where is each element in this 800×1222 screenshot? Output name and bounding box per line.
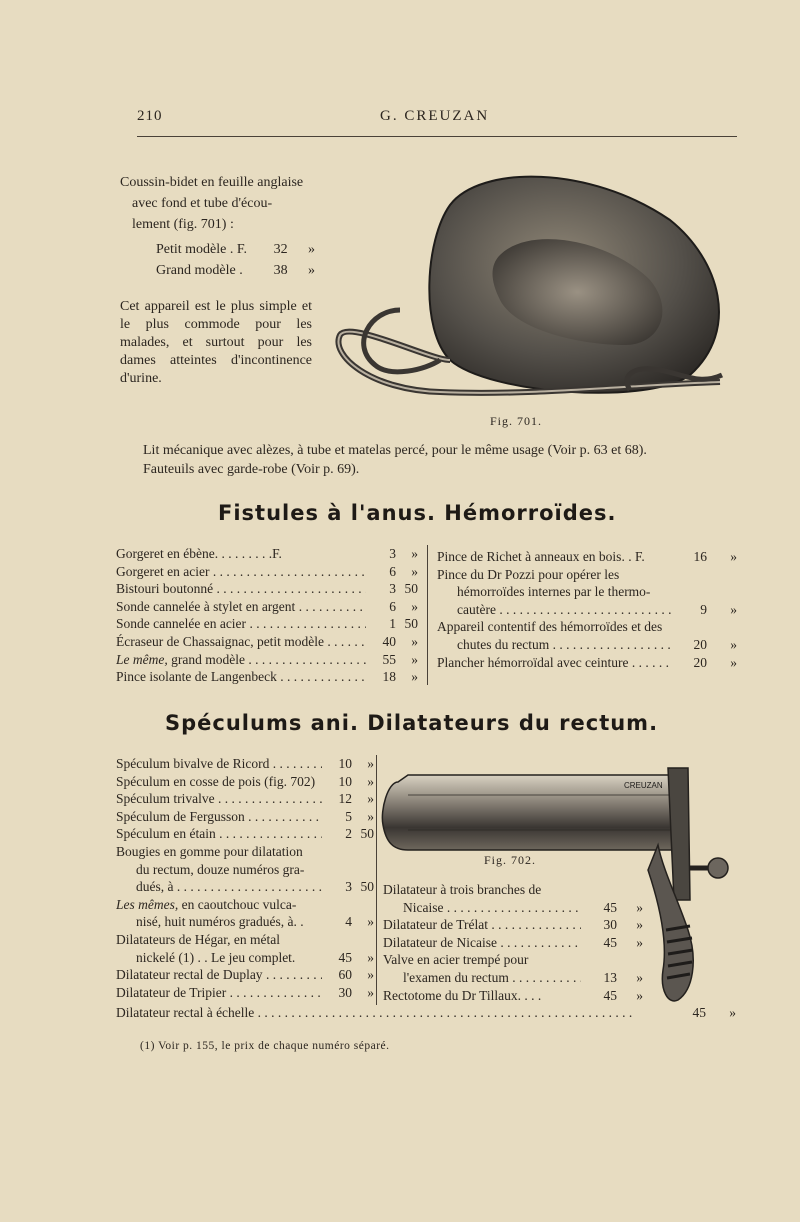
list-item: [116, 913, 374, 931]
list-item: [116, 773, 374, 791]
list-item: [116, 668, 418, 686]
list-item: [116, 633, 418, 651]
item-name: [116, 825, 322, 843]
item-price: 40: [382, 633, 396, 649]
item-suffix: [352, 861, 374, 879]
list-item: [116, 598, 418, 616]
item-name: [116, 615, 366, 633]
price-suffix: »: [307, 263, 315, 278]
list-item: [116, 896, 374, 914]
item-price: [673, 583, 707, 601]
item-name-text: nisé, huit numéros gradués, à. .: [136, 914, 304, 930]
item-name: [116, 563, 366, 581]
item-suffix: »: [730, 654, 737, 670]
list-item: [437, 601, 737, 619]
item-price: 6: [389, 598, 396, 614]
item-name: [116, 580, 366, 598]
intro-block: [120, 172, 315, 281]
item-name-text: Dilatateur rectal de Duplay: [116, 967, 263, 983]
list-item: [116, 878, 374, 896]
item-name-text: Pince du Dr Pozzi pour opérer les: [437, 566, 620, 582]
item-price: 20: [693, 654, 707, 670]
intro-description: Cet appareil est le plus simple et le plus commode pour les malades, et surtout pour les dames atteintes d'incontinence d'urine.: [120, 299, 312, 386]
item-suffix: »: [636, 917, 643, 933]
item-price: [322, 843, 352, 861]
item-name-text: Dilatateur de Trélat: [383, 917, 488, 933]
item-name-text: grand modèle: [171, 651, 245, 667]
item-name: [116, 931, 322, 949]
item-price: 20: [693, 636, 707, 652]
note-lit: [143, 441, 728, 479]
item-price: [322, 896, 352, 914]
price-label: Grand modèle .: [156, 263, 243, 278]
item-suffix: »: [367, 773, 374, 789]
item-price: 6: [389, 563, 396, 579]
item-name-text: Sonde cannelée à stylet en argent: [116, 598, 296, 614]
item-name-text: en caoutchouc vulca-: [181, 896, 297, 912]
list-item: [116, 843, 374, 861]
item-name: [116, 984, 322, 1002]
item-price: [322, 931, 352, 949]
header-rule: [137, 136, 737, 137]
price-line: [120, 239, 315, 260]
item-name: [437, 636, 673, 654]
item-name: [116, 949, 322, 967]
last-list-row: [116, 1004, 736, 1022]
item-suffix: [617, 881, 643, 899]
item-name: [116, 598, 366, 616]
item-name-text: Gorgeret en acier: [116, 563, 210, 579]
item-price: 30: [338, 984, 352, 1000]
item-name: [116, 755, 322, 773]
item-name-text: dués, à: [136, 879, 174, 895]
item-suffix: »: [730, 549, 737, 564]
item-price: 30: [603, 917, 617, 933]
item-name: [116, 651, 366, 669]
item-name-text: Rectotome du Dr Tillaux. . . .: [383, 987, 542, 1003]
item-price: [322, 861, 352, 879]
item-suffix: 50: [404, 581, 418, 597]
item-name: [116, 668, 366, 686]
item-suffix: [352, 896, 374, 914]
list-item: [437, 636, 737, 654]
item-name: [116, 808, 322, 826]
list-item: [116, 949, 374, 967]
item-price: 45: [603, 899, 617, 915]
item-suffix: »: [367, 984, 374, 1000]
item-name: [116, 843, 322, 861]
list-item: [116, 615, 418, 633]
item-suffix: »: [729, 1005, 736, 1020]
item-suffix: »: [730, 636, 737, 652]
fistules-left-list: [116, 545, 418, 686]
item-name: [116, 913, 322, 931]
item-name: [116, 861, 322, 879]
price-label: Petit modèle . F.: [156, 242, 248, 257]
price-amount: 38: [273, 263, 288, 278]
item-name: [437, 566, 673, 584]
item-price: 55: [382, 651, 396, 667]
item-name-text: Nicaise: [403, 899, 444, 915]
item-suffix: 50: [404, 616, 418, 632]
speculums-right-list: [383, 881, 643, 1004]
item-price: 18: [382, 669, 396, 685]
note-line: Lit mécanique avec alèzes, à tube et matelas percé, pour le même usage (Voir p. 63 et 68).: [143, 443, 647, 458]
item-price: 12: [338, 791, 352, 807]
item-suffix: [707, 583, 737, 601]
item-name-text: hémorroïdes internes par le thermo-: [457, 584, 651, 600]
item-name-text: Pince de Richet à anneaux en bois. . F.: [437, 549, 645, 564]
item-suffix: »: [411, 598, 418, 614]
item-name-text: Dilatateur à trois branches de: [383, 882, 542, 897]
item-name-text: Appareil contentif des hémorroïdes et des: [437, 619, 663, 635]
list-item: [383, 899, 643, 917]
list-item: [116, 563, 418, 581]
item-price: 45: [603, 987, 617, 1003]
item-price: 3: [389, 581, 396, 597]
item-name-text: Spéculum de Fergusson: [116, 808, 245, 824]
item-suffix: »: [367, 949, 374, 965]
item-name: [383, 916, 581, 934]
list-item: [437, 548, 737, 566]
price-suffix: »: [307, 242, 315, 257]
item-name-text: Spéculum en étain: [116, 826, 216, 842]
item-price: 10: [338, 773, 352, 789]
list-item: [116, 984, 374, 1002]
item-price: 5: [345, 808, 352, 824]
item-name-text: cautère: [457, 601, 496, 617]
list-item: [116, 651, 418, 669]
item-price: 3: [389, 546, 396, 561]
item-suffix: »: [636, 969, 643, 985]
item-price: 1: [389, 616, 396, 632]
item-name: [383, 881, 581, 899]
list-item: [116, 755, 374, 773]
item-name-text: du rectum, douze numéros gra-: [136, 861, 305, 877]
list-item: [383, 916, 643, 934]
intro-line: avec fond et tube d'écou-: [132, 196, 273, 211]
item-name: [383, 969, 581, 987]
item-price: [581, 881, 617, 899]
item-name: [116, 790, 322, 808]
list-item: [116, 861, 374, 879]
item-name: [116, 545, 366, 563]
page-number: 210: [137, 108, 163, 124]
item-suffix: [707, 566, 737, 584]
item-suffix: »: [730, 601, 737, 617]
item-price: 4: [345, 914, 352, 930]
item-name-text: Spéculum trivalve: [116, 791, 215, 807]
item-name: [116, 966, 322, 984]
item-price: 45: [692, 1005, 706, 1020]
item-name-text: Bougies en gomme pour dilatation: [116, 843, 303, 859]
item-name: [116, 773, 322, 791]
item-name-text: Sonde cannelée en acier: [116, 616, 247, 632]
item-name-text: Gorgeret en ébène. . . . . . . . .F.: [116, 546, 282, 561]
item-suffix: »: [411, 546, 418, 561]
price-line: [120, 260, 315, 281]
item-name: [116, 633, 366, 651]
item-name-text: Écraseur de Chassaignac, petit modèle: [116, 633, 325, 649]
item-name-text: Dilatateur de Tripier: [116, 984, 227, 1000]
note-line: Fauteuils avec garde-robe (Voir p. 69).: [143, 462, 360, 477]
item-name-text: Spéculum en cosse de pois (fig. 702): [116, 773, 316, 789]
list-item: [383, 969, 643, 987]
item-suffix: »: [411, 633, 418, 649]
item-suffix: 50: [360, 826, 374, 842]
list-item: [116, 580, 418, 598]
price-amount: 32: [273, 242, 288, 257]
item-name-text: Bistouri boutonné: [116, 581, 214, 597]
item-price: [673, 566, 707, 584]
item-suffix: »: [411, 651, 418, 667]
item-name-text: nickelé (1) . . Le jeu complet.: [136, 949, 296, 965]
item-suffix: [617, 951, 643, 969]
item-name: [437, 601, 673, 619]
item-name: [437, 618, 673, 636]
item-price: 13: [603, 969, 617, 985]
section-title-fistules: Fistules à l'anus. Hémorroïdes.: [218, 501, 617, 525]
item-name: [116, 878, 322, 896]
item-name-text: chutes du rectum: [457, 636, 550, 652]
item-name-text: Dilatateur de Nicaise: [383, 934, 497, 950]
speculums-left-list: [116, 755, 374, 1001]
item-suffix: [352, 931, 374, 949]
bedpan-illustration: [330, 160, 730, 400]
list-item: [437, 618, 737, 636]
item-price: 3: [345, 879, 352, 895]
item-suffix: »: [367, 967, 374, 983]
item-name: [437, 548, 673, 566]
item-name-text: Spéculum bivalve de Ricord: [116, 756, 270, 771]
item-suffix: »: [636, 934, 643, 950]
item-price: [673, 618, 707, 636]
list-item: [437, 583, 737, 601]
item-price: 16: [693, 549, 707, 564]
list-item: [116, 931, 374, 949]
item-name: [383, 987, 581, 1005]
engraving-text: CREUZAN: [624, 781, 663, 790]
list-item: [116, 966, 374, 984]
item-price: 9: [700, 601, 707, 617]
list-item: [383, 987, 643, 1005]
list-item: [383, 881, 643, 899]
item-price: 45: [338, 949, 352, 965]
list-item: [116, 545, 418, 563]
item-name-italic: Le même,: [116, 651, 168, 667]
list-item: [116, 808, 374, 826]
figure-caption: Fig. 702.: [484, 853, 537, 867]
item-name: [437, 654, 673, 672]
item-name: [383, 951, 581, 969]
item-price: [581, 951, 617, 969]
item-suffix: »: [411, 563, 418, 579]
intro-line: lement (fig. 701) :: [132, 217, 234, 232]
item-name: [383, 899, 581, 917]
list-item: [437, 566, 737, 584]
item-suffix: »: [367, 914, 374, 930]
item-name-text: l'examen du rectum: [403, 969, 509, 985]
item-name: [383, 934, 581, 952]
running-head: G. CREUZAN: [380, 108, 490, 124]
item-price: 2: [345, 826, 352, 842]
fistules-right-list: [437, 548, 737, 671]
item-suffix: »: [636, 987, 643, 1003]
item-name: [437, 583, 673, 601]
item-suffix: »: [411, 669, 418, 685]
item-price: 10: [338, 756, 352, 771]
item-name-text: Pince isolante de Langenbeck: [116, 669, 277, 685]
item-name: Dilatateur rectal à échelle . . .: [116, 1004, 666, 1022]
item-suffix: [352, 843, 374, 861]
item-suffix: [707, 618, 737, 636]
item-name: [116, 896, 322, 914]
column-divider: [376, 755, 377, 1005]
list-item: [116, 790, 374, 808]
list-item: [383, 934, 643, 952]
item-price: 45: [603, 934, 617, 950]
figure-caption: Fig. 701.: [490, 414, 543, 428]
list-item: [383, 951, 643, 969]
item-suffix: »: [636, 899, 643, 915]
section-title-speculums: Spéculums ani. Dilatateurs du rectum.: [165, 711, 659, 735]
intro-line: Coussin-bidet en feuille anglaise: [120, 175, 304, 190]
item-suffix: »: [367, 756, 374, 771]
list-item: [437, 654, 737, 672]
item-suffix: 50: [360, 879, 374, 895]
item-name-text: Dilatateurs de Hégar, en métal: [116, 931, 281, 947]
item-name-italic: Les mêmes,: [116, 896, 179, 912]
item-price: 60: [338, 967, 352, 983]
item-suffix: »: [367, 791, 374, 807]
column-divider: [427, 545, 428, 685]
list-item: [116, 825, 374, 843]
item-name-text: Plancher hémorroïdal avec ceinture: [437, 654, 629, 670]
item-suffix: »: [367, 808, 374, 824]
item-name-text: Valve en acier trempé pour: [383, 952, 529, 968]
footnote: (1) Voir p. 155, le prix de chaque numéro séparé.: [140, 1040, 390, 1052]
